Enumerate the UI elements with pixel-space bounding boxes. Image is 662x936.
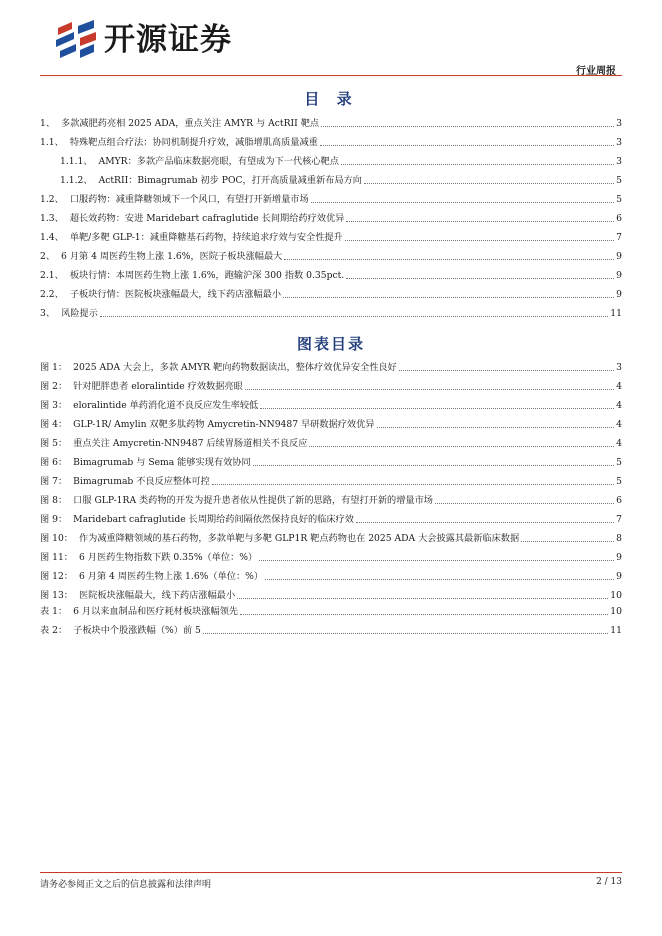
footer-disclaimer: 请务必参阅正文之后的信息披露和法律声明 (40, 880, 212, 890)
toc-entry-title: 口服药物：减重降糖领域下一个风口，有望打开新增量市场 (69, 194, 309, 205)
dot-leader (245, 389, 614, 390)
dot-leader (311, 202, 614, 203)
toc-entry-page: 3 (616, 118, 622, 129)
dot-leader (320, 145, 614, 146)
dot-leader (240, 614, 608, 615)
figure-entry-page: 7 (616, 514, 622, 525)
dot-leader (309, 446, 614, 447)
toc-entry-page: 9 (616, 289, 622, 300)
figure-entry[interactable] (40, 451, 622, 469)
figure-entry-number: 图 11： (40, 552, 73, 563)
figure-entry-page: 6 (616, 495, 622, 506)
table-entry-page: 10 (610, 606, 622, 617)
footer-divider (40, 872, 622, 873)
figure-entry-number: 图 13： (40, 590, 73, 601)
dot-leader (237, 598, 608, 599)
table-entry-title: 6 月以来血制品和医疗耗材板块涨幅领先 (73, 606, 239, 617)
toc-entry-title: 6 月第 4 周医药生物上涨 1.6%，医院子板块涨幅最大 (61, 251, 283, 262)
dot-leader (284, 259, 614, 260)
figure-entry[interactable] (40, 394, 622, 412)
dot-leader (364, 183, 614, 184)
dot-leader (341, 164, 614, 165)
dot-leader (377, 427, 615, 428)
dot-leader (212, 484, 614, 485)
figure-entry-title: Bimagrumab 与 Sema 能够实现有效协同 (73, 457, 251, 468)
table-entry-title: 子板块中个股涨跌幅（%）前 5 (73, 625, 201, 636)
figure-entry-number: 图 1： (40, 362, 68, 373)
toc-entry[interactable] (40, 264, 622, 282)
toc-entry-title: 多款减肥药亮相 2025 ADA，重点关注 AMYR 与 ActRII 靶点 (61, 118, 320, 129)
toc-entry-title: 单靶/多靶 GLP-1：减重降糖基石药物，持续追求疗效与安全性提升 (69, 232, 343, 243)
figure-entry[interactable] (40, 527, 622, 545)
figure-entry-page: 8 (616, 533, 622, 544)
dot-leader (203, 633, 608, 634)
figure-entry[interactable] (40, 375, 622, 393)
figure-entry[interactable] (40, 432, 622, 450)
dot-leader (399, 370, 614, 371)
figure-entry-number: 图 6： (40, 457, 68, 468)
toc-entry[interactable] (60, 169, 622, 187)
figure-entry-title: GLP-1R/ Amylin 双靶多肽药物 Amycretin-NN9487 早研数据疗效优异 (73, 419, 375, 430)
toc-entry-page: 6 (616, 213, 622, 224)
figure-entry-number: 图 9： (40, 514, 68, 525)
dot-leader (435, 503, 614, 504)
toc-entry-title: 风险提示 (61, 308, 98, 319)
table-entry[interactable] (40, 619, 622, 637)
toc-entry-title: 特殊靶点组合疗法：协同机制提升疗效，减脂增肌高质量减重 (69, 137, 318, 148)
toc-entry-number: 1.1.1、 (60, 156, 93, 167)
figure-entry[interactable] (40, 413, 622, 431)
dot-leader (100, 316, 609, 317)
dot-leader (260, 408, 614, 409)
toc-entry[interactable] (40, 131, 622, 149)
figure-entry-title: 作为减重降糖领域的基石药物，多款单靶与多靶 GLP1R 靶点药物也在 2025 ADA 大会披露其最新临床数据 (79, 533, 520, 544)
report-type-label: 行业周报 (576, 66, 616, 77)
figure-entry-number: 图 8： (40, 495, 68, 506)
dot-leader (283, 297, 614, 298)
figure-entry-title: eloralintide 单药消化道不良反应发生率较低 (73, 400, 259, 411)
figure-entry-page: 4 (616, 400, 622, 411)
toc-entry-number: 2、 (40, 251, 56, 262)
figure-entry-number: 图 10： (40, 533, 73, 544)
figure-entry-page: 9 (616, 571, 622, 582)
toc-entry[interactable] (40, 188, 622, 206)
logo-mark-icon (54, 20, 98, 60)
figure-entry-page: 5 (616, 457, 622, 468)
dot-leader (265, 579, 614, 580)
figure-entry-title: 6 月医药生物指数下跌 0.35%（单位：%） (79, 552, 258, 563)
figure-entry-number: 图 3： (40, 400, 68, 411)
toc-entry-title: AMYR：多款产品临床数据亮眼，有望成为下一代核心靶点 (98, 156, 339, 167)
toc-entry-page: 11 (610, 308, 622, 319)
figure-entry[interactable] (40, 508, 622, 526)
figure-entry-number: 图 2： (40, 381, 68, 392)
company-logo (54, 20, 232, 60)
toc-entry[interactable] (40, 226, 622, 244)
figure-entry[interactable] (40, 546, 622, 564)
figure-entry-number: 图 7： (40, 476, 68, 487)
figure-entry-title: 医院板块涨幅最大，线下药店涨幅最小 (79, 590, 236, 601)
toc-entry-page: 3 (616, 137, 622, 148)
figure-entry[interactable] (40, 470, 622, 488)
figure-entry-page: 3 (616, 362, 622, 373)
figure-entry-title: 重点关注 Amycretin-NN9487 后续胃肠道相关不良反应 (73, 438, 308, 449)
toc-entry-page: 5 (616, 175, 622, 186)
table-entry-number: 表 1： (40, 606, 68, 617)
toc-entry[interactable] (40, 302, 622, 320)
toc-entry-title: 超长效药物：安进 Maridebart cafraglutide 长间期给药疗效优异 (69, 213, 345, 224)
dot-leader (259, 560, 614, 561)
dot-leader (346, 278, 614, 279)
table-entry[interactable] (40, 600, 622, 618)
figure-entry-number: 图 5： (40, 438, 68, 449)
toc-entry-title: ActRII：Bimagrumab 初步 POC，打开高质量减重新布局方向 (98, 175, 362, 186)
toc-entry-number: 1.1、 (40, 137, 64, 148)
dot-leader (253, 465, 614, 466)
figure-entry-number: 图 12： (40, 571, 73, 582)
toc-entry-page: 9 (616, 270, 622, 281)
figure-entry-page: 10 (610, 590, 622, 601)
toc-entry-number: 1.3、 (40, 213, 64, 224)
toc-entry-page: 3 (616, 156, 622, 167)
figures-title: 图表目录 (296, 335, 365, 353)
figure-entry-title: 6 月第 4 周医药生物上涨 1.6%（单位：%） (79, 571, 264, 582)
toc-entry-page: 7 (616, 232, 622, 243)
figure-entry-page: 5 (616, 476, 622, 487)
header-divider (40, 75, 622, 76)
toc-entry-title: 子板块行情：医院板块涨幅最大，线下药店涨幅最小 (69, 289, 282, 300)
toc-entry-number: 2.2、 (40, 289, 64, 300)
dot-leader (346, 221, 614, 222)
table-entry-number: 表 2： (40, 625, 68, 636)
figure-entry-page: 4 (616, 419, 622, 430)
figure-entry-page: 9 (616, 552, 622, 563)
toc-entry-number: 1.1.2、 (60, 175, 93, 186)
figure-entry-title: 针对肥胖患者 eloralintide 疗效数据亮眼 (73, 381, 243, 392)
figure-entry-page: 4 (616, 381, 622, 392)
toc-entry-page: 9 (616, 251, 622, 262)
figure-entry-page: 4 (616, 438, 622, 449)
figure-entry-number: 图 4： (40, 419, 68, 430)
figure-entry[interactable] (40, 489, 622, 507)
toc-entry[interactable] (60, 150, 622, 168)
toc-entry[interactable] (40, 283, 622, 301)
toc-entry-number: 3、 (40, 308, 56, 319)
toc-entry[interactable] (40, 112, 622, 130)
dot-leader (356, 522, 614, 523)
toc-entry-number: 1.2、 (40, 194, 64, 205)
toc-entry-title: 板块行情：本周医药生物上涨 1.6%，跑输沪深 300 指数 0.35pct. (69, 270, 345, 281)
page-header (0, 0, 662, 80)
dot-leader (321, 126, 614, 127)
toc-title: 目 录 (304, 90, 358, 108)
toc-entry[interactable] (40, 245, 622, 263)
figure-entry[interactable] (40, 356, 622, 374)
dot-leader (521, 541, 614, 542)
toc-entry-page: 5 (616, 194, 622, 205)
figure-entry-title: 2025 ADA 大会上，多款 AMYR 靶向药物数据读出，整体疗效优异安全性良好 (73, 362, 397, 373)
toc-entry-number: 1、 (40, 118, 56, 129)
figure-entry-title: Bimagrumab 不良反应整体可控 (73, 476, 210, 487)
table-entry-page: 11 (610, 625, 622, 636)
toc-entry[interactable] (40, 207, 622, 225)
footer-page-number: 2 / 13 (596, 877, 622, 887)
dot-leader (345, 240, 614, 241)
logo-text: 开源证券 (104, 22, 232, 58)
figure-entry[interactable] (40, 565, 622, 583)
toc-entry-number: 1.4、 (40, 232, 64, 243)
figure-entry-title: 口服 GLP-1RA 类药物的开发为提升患者依从性提供了新的思路，有望打开新的增量市场 (73, 495, 433, 506)
toc-entry-number: 2.1、 (40, 270, 64, 281)
figure-entry-title: Maridebart cafraglutide 长周期给药间隔依然保持良好的临床疗效 (73, 514, 354, 525)
